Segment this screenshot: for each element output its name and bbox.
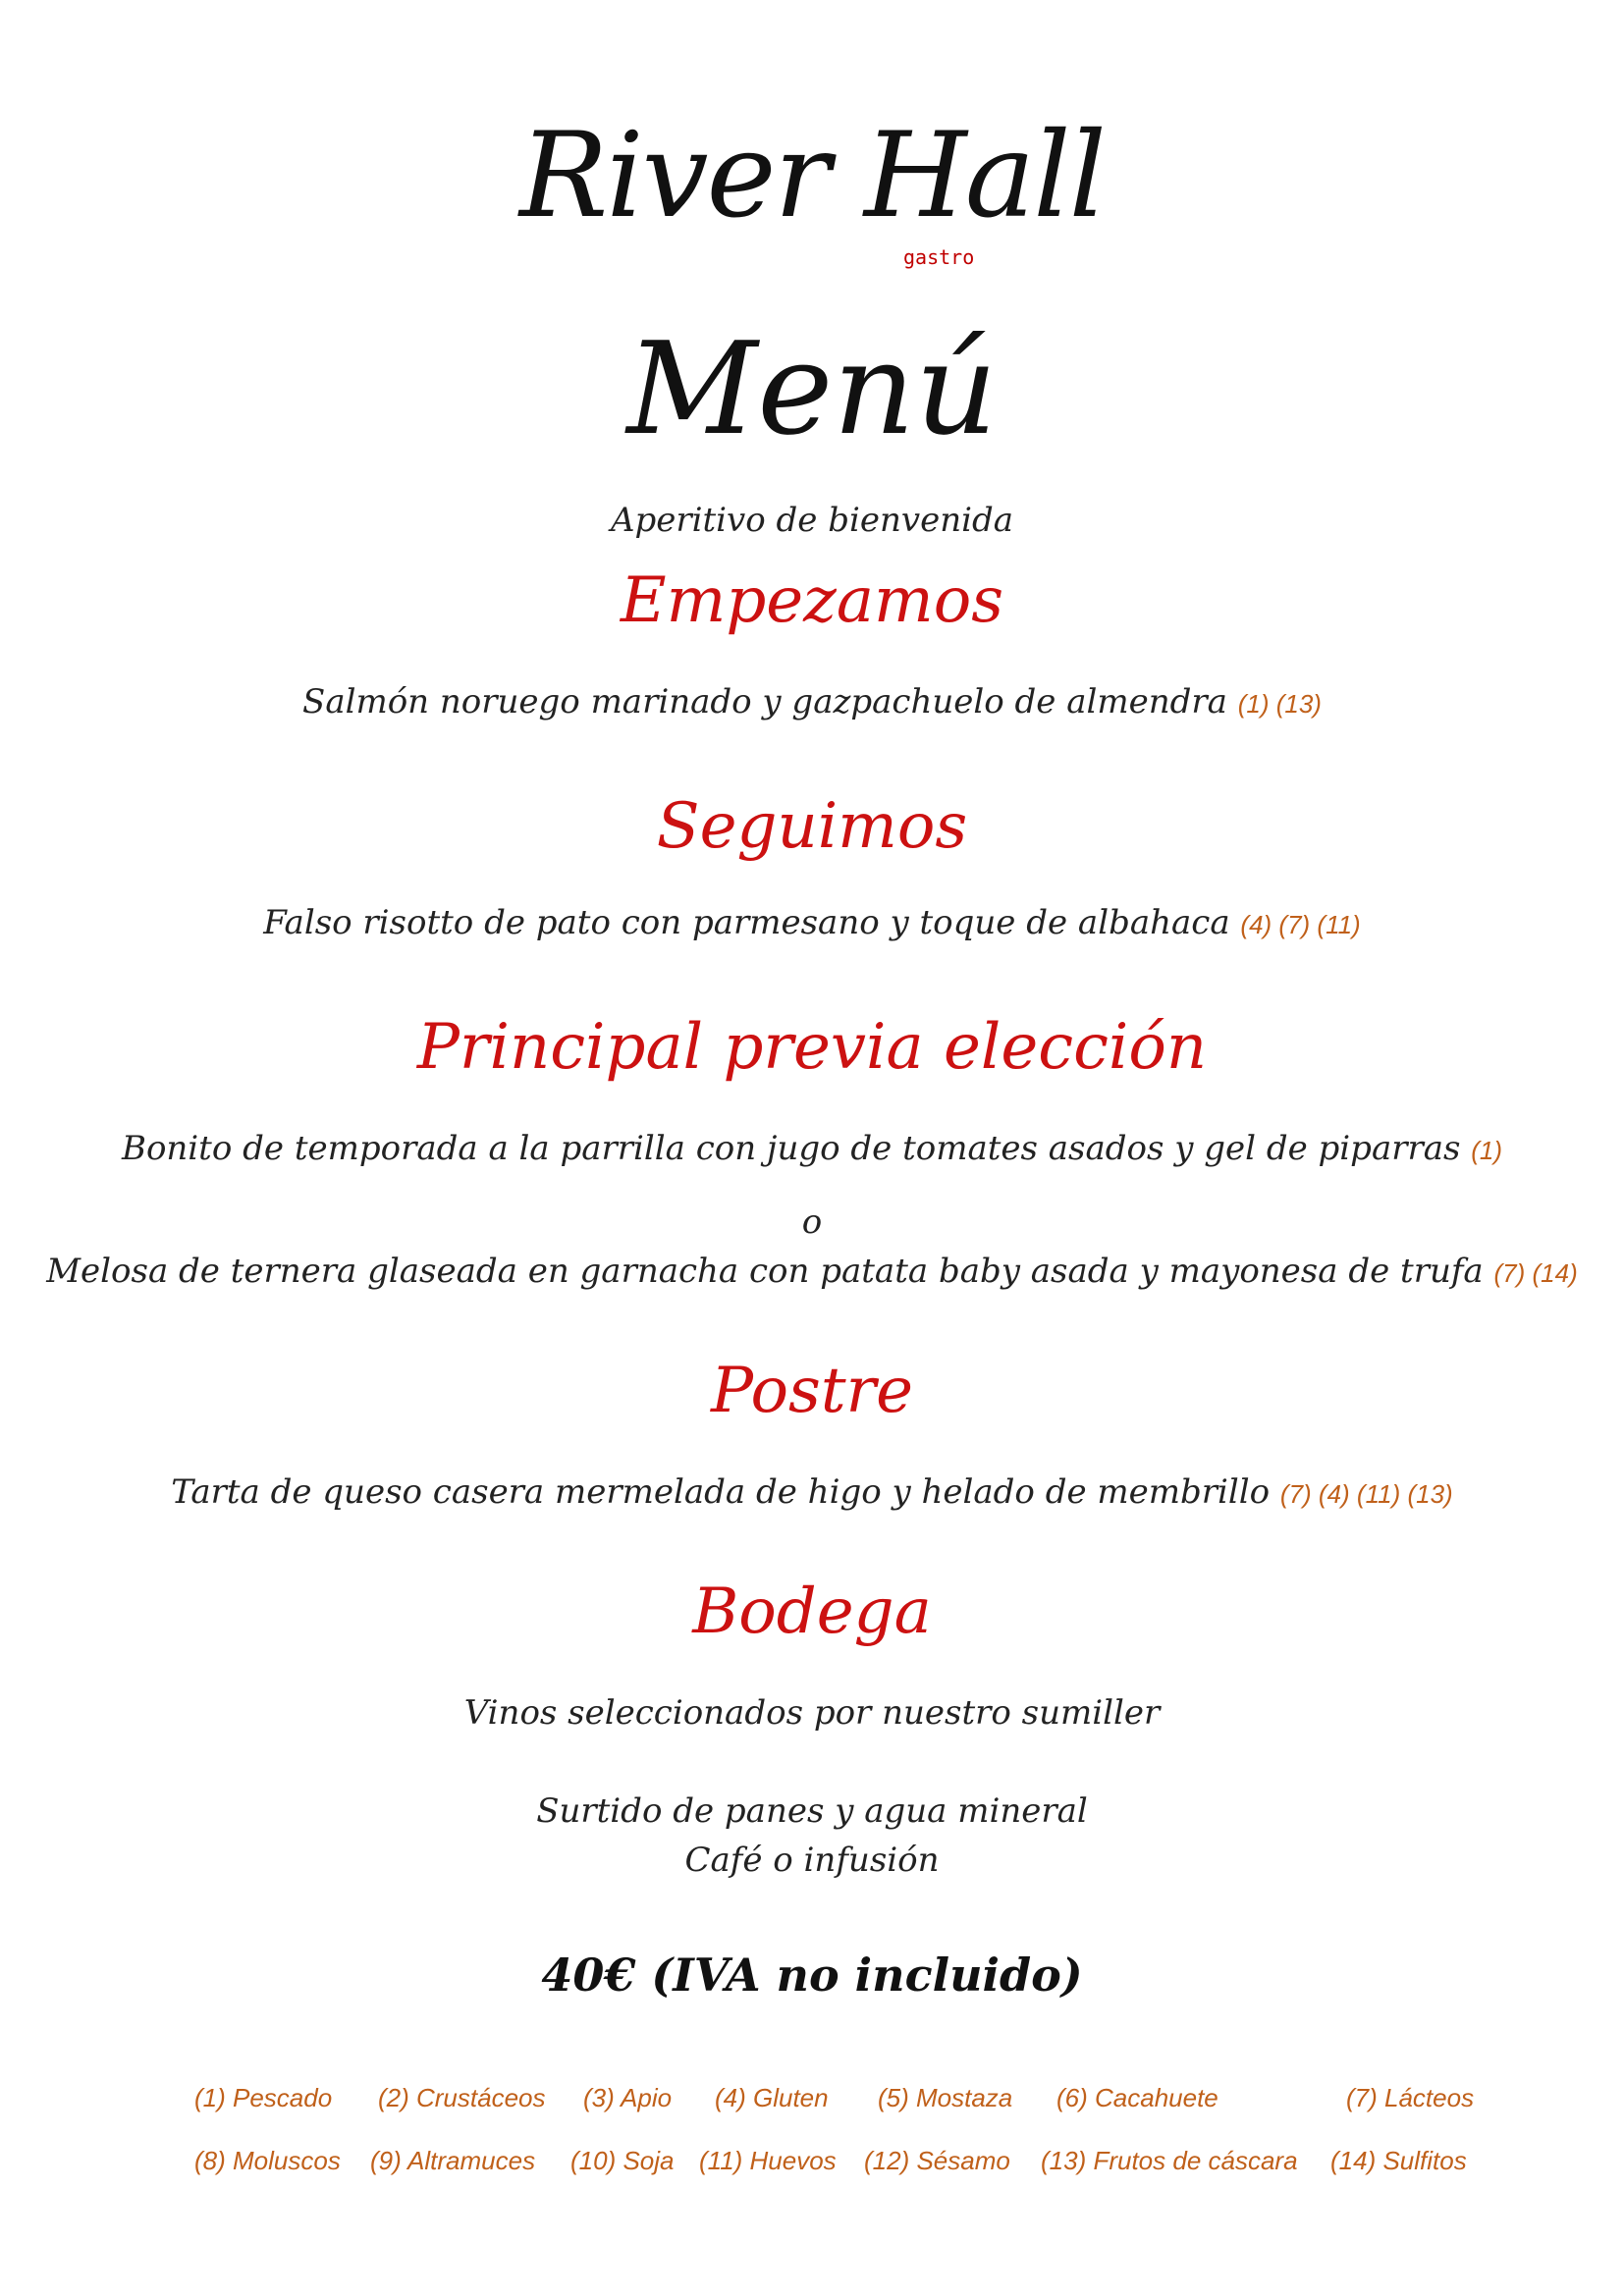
allergen-item: (8) Moluscos <box>194 2146 341 2175</box>
allergen-item: (14) Sulfitos <box>1330 2146 1467 2175</box>
allergen-item: (11) Huevos <box>699 2146 837 2175</box>
allergen-item: (4) Gluten <box>715 2083 829 2112</box>
allergen-item: (3) Apio <box>583 2083 673 2112</box>
dish-main-option1-text: Bonito de temporada a la parrilla con jugo de tomates asados y gel de piparras <box>121 1129 1461 1168</box>
dish-main-option2-codes: (7) (14) <box>1493 1258 1578 1288</box>
wine-text: Vinos seleccionados por nuestro sumiller <box>463 1693 1161 1733</box>
price: 40€ (IVA no incluido) <box>541 1949 1083 2002</box>
dish-next-text: Falso risotto de pato con parmesano y toque de albahaca <box>263 903 1230 942</box>
section-title-next: Seguimos <box>656 790 968 863</box>
dish-dessert-text: Tarta de queso casera mermelada de higo y helado de membrillo <box>171 1472 1271 1512</box>
dish-main-option2-text: Melosa de ternera glaseada en garnacha con patata baby asada y mayonesa de trufa <box>46 1252 1484 1291</box>
logo-sub: gastro <box>903 245 975 269</box>
dish-main-option1-codes: (1) <box>1471 1136 1503 1165</box>
allergen-item: (5) Mostaza <box>878 2083 1013 2112</box>
section-title-dessert: Postre <box>710 1355 914 1427</box>
dish-start <box>0 682 1624 721</box>
dish-start-codes: (1) (13) <box>1237 689 1322 719</box>
extras-coffee: Café o infusión <box>684 1841 940 1880</box>
allergen-item: (10) Soja <box>570 2146 675 2175</box>
allergen-item: (7) Lácteos <box>1346 2083 1475 2112</box>
logo-name: River Hall <box>519 108 1105 244</box>
allergen-item: (2) Crustáceos <box>378 2083 546 2112</box>
section-title-main: Principal previa elección <box>416 1011 1208 1084</box>
allergen-item: (12) Sésamo <box>864 2146 1010 2175</box>
extras-bread: Surtido de panes y agua mineral <box>536 1791 1088 1831</box>
or-separator: o <box>801 1202 823 1242</box>
dish-dessert <box>0 1472 1624 1512</box>
dish-next-codes: (4) (7) (11) <box>1240 910 1361 939</box>
dish-main-option1 <box>0 1129 1624 1168</box>
dish-next <box>0 903 1624 942</box>
dish-dessert-codes: (7) (4) (11) (13) <box>1279 1479 1453 1509</box>
welcome-text: Aperitivo de bienvenida <box>610 501 1014 540</box>
menu-title: Menú <box>626 314 998 463</box>
allergen-item: (9) Altramuces <box>370 2146 536 2175</box>
allergen-item: (6) Cacahuete <box>1056 2083 1218 2112</box>
section-title-wine: Bodega <box>692 1575 932 1648</box>
dish-main-option2 <box>0 1252 1624 1291</box>
dish-start-text: Salmón noruego marinado y gazpachuelo de almendra <box>302 682 1227 721</box>
allergen-item: (13) Frutos de cáscara <box>1041 2146 1298 2175</box>
section-title-start: Empezamos <box>620 564 1004 637</box>
allergen-item: (1) Pescado <box>194 2083 333 2112</box>
